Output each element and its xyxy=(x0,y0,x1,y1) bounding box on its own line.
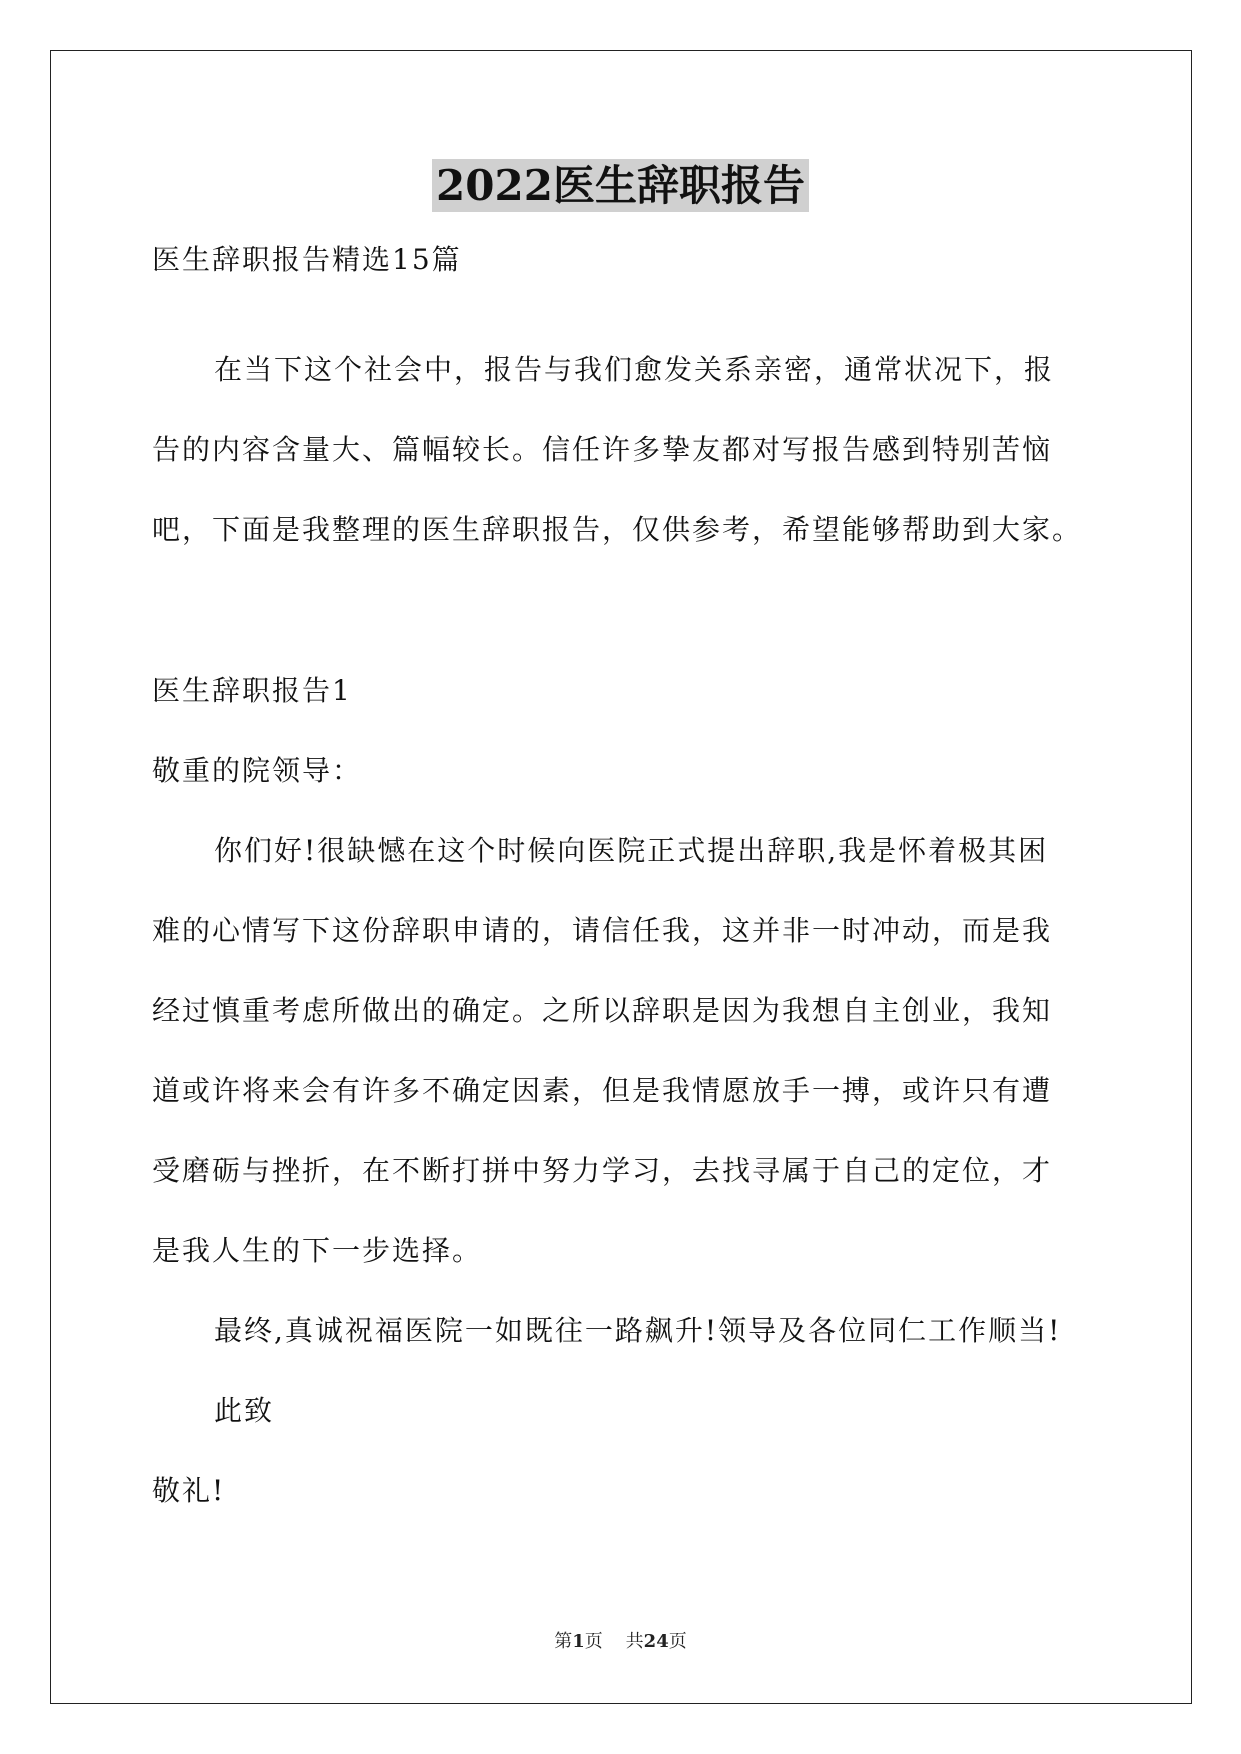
document-title-text: 2022医生辞职报告 xyxy=(432,159,809,212)
salutation: 敬重的院领导： xyxy=(152,754,363,787)
document-title xyxy=(0,158,1241,214)
page-border xyxy=(50,50,1192,1704)
body-line-6: 是我人生的下一步选择。 xyxy=(152,1234,483,1267)
body-line-3: 经过慎重考虑所做出的确定。之所以辞职是因为我想自主创业，我知 xyxy=(152,994,1053,1027)
body-line-4: 道或许将来会有许多不确定因素，但是我情愿放手一搏，或许只有遭 xyxy=(152,1074,1053,1107)
regards-line-1: 此致 xyxy=(214,1394,275,1427)
document-subtitle: 医生辞职报告精选15篇 xyxy=(152,243,462,276)
page-suffix: 页 xyxy=(584,1631,603,1652)
intro-line-1: 在当下这个社会中，报告与我们愈发关系亲密，通常状况下，报 xyxy=(214,353,1055,386)
total-prefix: 共 xyxy=(625,1631,644,1652)
total-suffix: 页 xyxy=(668,1631,687,1652)
page-footer xyxy=(0,1630,1241,1654)
intro-line-2: 告的内容含量大、篇幅较长。信任许多挚友都对写报告感到特别苦恼 xyxy=(152,433,1053,466)
page-number: 1 xyxy=(572,1631,585,1652)
regards-line-2: 敬礼! xyxy=(152,1474,226,1507)
closing-line: 最终,真诚祝福医院一如既往一路飙升!领导及各位同仁工作顺当! xyxy=(214,1314,1062,1347)
page-prefix: 第 xyxy=(554,1631,573,1652)
intro-line-3: 吧，下面是我整理的医生辞职报告，仅供参考，希望能够帮助到大家。 xyxy=(152,513,1083,546)
total-pages: 24 xyxy=(643,1631,669,1652)
body-line-1: 你们好!很缺憾在这个时候向医院正式提出辞职,我是怀着极其困 xyxy=(214,834,1049,867)
body-line-2: 难的心情写下这份辞职申请的，请信任我，这并非一时冲动，而是我 xyxy=(152,914,1053,947)
section-heading: 医生辞职报告1 xyxy=(152,674,352,707)
body-line-5: 受磨砺与挫折，在不断打拼中努力学习，去找寻属于自己的定位，才 xyxy=(152,1154,1053,1187)
